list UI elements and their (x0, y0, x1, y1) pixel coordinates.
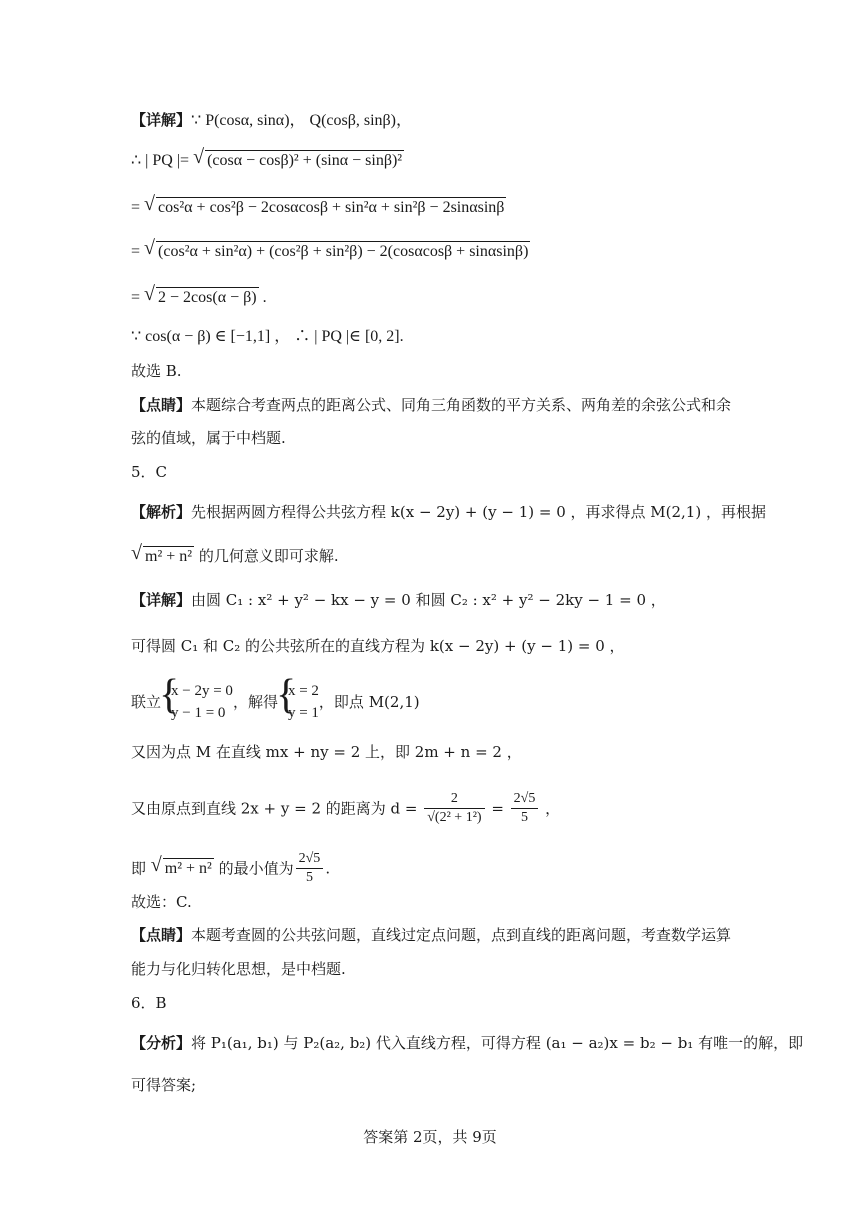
pq-step4: = √ 2 − 2cos(α − β) . (131, 287, 267, 308)
question-5-heading: 5．C (131, 463, 168, 481)
p5-analysis-line1: 【解析】先根据两圆方程得公共弦方程 k(x − 2y) + (y − 1) = 0 ，再求得点 M(2,1) ，再根据 (131, 503, 766, 521)
range-line: ∵ cos(α − β) ∈ [−1,1] ， ∴ | PQ |∈ [0, 2]. (131, 328, 404, 345)
p5-choice: 故选：C. (131, 893, 192, 911)
pq-step1: ∴ | PQ |= √ (cosα − cosβ)² + (sinα − sinβ)² (131, 150, 404, 171)
distance-line: 又由原点到直线 2x + y = 2 的距离为 d = $\frac{2}{\text{√(2² + 1²)}}$ = $\frac{2√5}{5}$ ， (131, 791, 561, 825)
line-on-point: 又因为点 M 在直线 mx + ny = 2 上，即 2m + n = 2 ， (131, 743, 522, 761)
pq-step3: = √ (cos²α + sin²α) + (cos²β + sin²β) − 2(cosαcosβ + sinαsinβ) (131, 241, 530, 262)
detail-tag: 【详解】 (131, 111, 192, 129)
analysis-tag: 【解析】 (131, 503, 192, 521)
p4-comment-line1: 【点睛】本题综合考查两点的距离公式、同角三角函数的平方关系、两角差的余弦公式和余 (131, 396, 732, 414)
p5-detail-line2: 可得圆 C₁ 和 C₂ 的公共弦所在的直线方程为 k(x − 2y) + (y − 1) = 0 ， (131, 637, 625, 655)
minimum-fraction: $\frac{2√5}{5}$ (296, 850, 324, 887)
system-equations: { x − 2y = 0 y − 1 = 0 (161, 680, 233, 724)
p5-comment-line1: 【点睛】本题考查圆的公共弦问题，直线过定点问题，点到直线的距离问题，考查数学运算 (131, 926, 732, 944)
pq-step2-radical: cos²α + cos²β − 2cosαcosβ + sin²α + sin²β − 2sinαsinβ (158, 199, 505, 216)
page-footer: 答案第 2页，共 9页 (363, 1128, 497, 1146)
pq-step2: = √ cos²α + cos²β − 2cosαcosβ + sin²α + sin²β − 2sinαsinβ (131, 197, 506, 218)
p6-analysis-line2: 可得答案; (131, 1076, 197, 1094)
pq-step1-radical: (cosα − cosβ)² + (sinα − sinβ)² (207, 152, 403, 169)
p5-analysis-line2: √ m² + n² 的几何意义即可求解. (131, 546, 339, 567)
p4-comment-line2: 弦的值域，属于中档题. (131, 429, 286, 447)
detail-text: ∵ P(cosα, sinα)， Q(cosβ, sinβ)， (191, 112, 413, 129)
p4-choice: 故选 B. (131, 362, 182, 380)
minimum-radical: m² + n² (164, 860, 212, 877)
p6-analysis-line1: 【分析】将 P₁(a₁, b₁) 与 P₂(a₂, b₂) 代入直线方程，可得方程 (a₁ − a₂)x = b₂ − b₁ 有唯一的解，即 (131, 1034, 804, 1052)
analysis-tag: 【分析】 (131, 1034, 192, 1052)
system-line: 联立 { x − 2y = 0 y − 1 = 0 ，解得 { x = 2 y = 1 ，即点 M(2,1) (131, 680, 420, 724)
comment-tag: 【点睛】 (131, 926, 192, 944)
analysis-radical: m² + n² (145, 548, 193, 565)
minimum-line: 即 √ m² + n² 的最小值为 $\frac{2√5}{5}$ . (131, 850, 330, 887)
p5-detail-line1: 【详解】由圆 C₁ : x² + y² − kx − y = 0 和圆 C₂ : x² + y² − 2ky − 1 = 0 ， (131, 591, 666, 609)
pq-step3-radical: (cos²α + sin²α) + (cos²β + sin²β) − 2(cosαcosβ + sinαsinβ) (158, 243, 529, 260)
p4-detail-line (131, 110, 412, 131)
pq-step4-radical: 2 − 2cos(α − β) (158, 289, 257, 306)
system-solution: { x = 2 y = 1 (278, 680, 319, 724)
distance-result: $\frac{2√5}{5}$ (511, 790, 539, 827)
question-6-heading: 6．B (131, 994, 167, 1012)
comment-tag: 【点睛】 (131, 396, 192, 414)
p5-comment-line2: 能力与化归转化思想，是中档题. (131, 960, 346, 978)
distance-fraction: $\frac{2}{\text{√(2² + 1²)}}$ (424, 790, 484, 827)
detail-tag: 【详解】 (131, 591, 192, 609)
